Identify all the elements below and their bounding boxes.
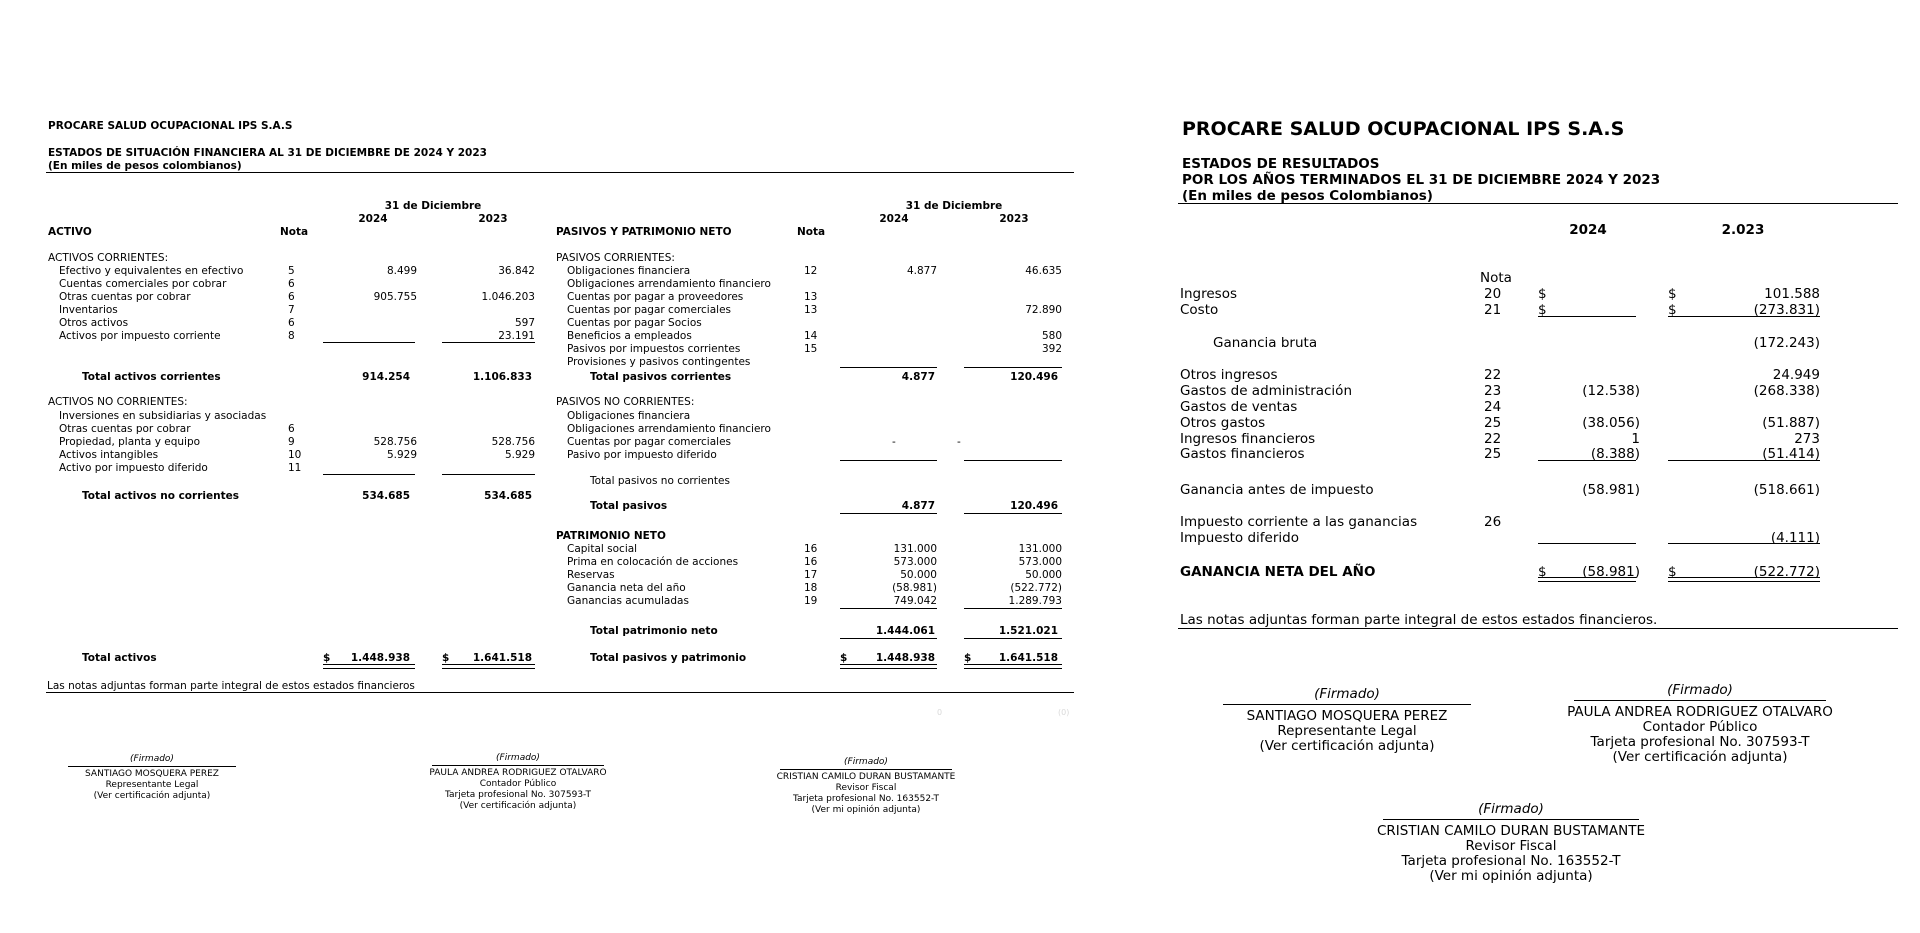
line-item-nota: 17 (804, 569, 818, 581)
row-2023-gastos_fin: (51.414) (1762, 446, 1820, 462)
line-item-label: Ganancias acumuladas (567, 595, 689, 607)
rule (840, 367, 937, 368)
line-item-2023: 580 (1041, 330, 1062, 342)
line-item-nota: 11 (288, 462, 302, 474)
total-current-assets-2024: 914.254 (362, 371, 410, 383)
line-item-label: Cuentas por pagar Socios (567, 317, 702, 329)
total-liab-equity-2024: 1.448.938 (875, 652, 935, 664)
line-item-2024: 5.929 (386, 449, 417, 461)
line-item-nota: 8 (288, 330, 295, 342)
line-item-label: Efectivo y equivalentes en efectivo (59, 265, 244, 277)
line-item-label: Obligaciones arrendamiento financiero (567, 423, 771, 435)
rule (964, 513, 1062, 514)
equity-heading: PATRIMONIO NETO (556, 530, 666, 542)
line-item-2024: 131.000 (893, 543, 937, 555)
signature-signed: (Firmado) (1478, 801, 1544, 817)
row-currency-2023: $ (1668, 286, 1677, 302)
line-item-2024: 749.042 (893, 595, 937, 607)
rule (840, 638, 937, 639)
line-item-label: Cuentas por pagar comerciales (567, 304, 732, 316)
double-rule (323, 664, 415, 669)
year-2024: 2024 (1569, 222, 1607, 238)
row-nota-gastos_fin: 25 (1484, 446, 1502, 462)
line-item-2023: 36.842 (498, 265, 535, 277)
line-item-nota: 7 (288, 304, 295, 316)
line-item-nota: 16 (804, 556, 818, 568)
line-item-2023: 528.756 (491, 436, 535, 448)
year-2024-assets: 2024 (358, 213, 388, 225)
signature-line (68, 766, 236, 767)
double-rule (964, 664, 1062, 669)
line-item-nota: 12 (804, 265, 818, 277)
line-item-label: Activo por impuesto diferido (59, 462, 208, 474)
total-current-liab-label: Total pasivos corrientes (590, 371, 732, 383)
line-item-label: Obligaciones financiera (567, 265, 691, 277)
signature-signed: (Firmado) (844, 757, 888, 767)
line-item-label: Cuentas por pagar comerciales (567, 436, 732, 448)
row-2024-gastos_fin: (8.388) (1590, 446, 1640, 462)
signature-role: Representante Legal (1277, 723, 1417, 739)
line-item-2023: 23.191 (498, 330, 535, 342)
rule (323, 474, 415, 475)
current-assets-heading: ACTIVOS CORRIENTES: (48, 252, 169, 264)
total-liab-2024: 4.877 (901, 500, 935, 512)
row-nota-ingresos: 20 (1484, 286, 1502, 302)
signature-signed: (Firmado) (496, 753, 540, 763)
footnote: Las notas adjuntas forman parte integral de estos estados financieros (47, 680, 415, 692)
total-equity-2024: 1.444.061 (875, 625, 935, 637)
year-2023-liab: 2023 (999, 213, 1029, 225)
row-label-otros_ingresos: Otros ingresos (1180, 367, 1278, 383)
year-2023: 2.023 (1721, 222, 1765, 238)
rule (840, 608, 937, 609)
rule (442, 474, 535, 475)
total-liab-equity-label: Total pasivos y patrimonio (590, 652, 747, 664)
row-2024-neta: (58.981) (1582, 564, 1640, 580)
row-currency-2024: $ (1538, 286, 1547, 302)
total-noncurrent-assets-2023: 534.685 (484, 490, 532, 502)
line-item-nota: 18 (804, 582, 818, 594)
total-current-assets-2023: 1.106.833 (472, 371, 532, 383)
statement-title: ESTADOS DE SITUACIÓN FINANCIERA AL 31 DE DICIEMBRE DE 2024 Y 2023 (48, 147, 487, 159)
line-item-2023: 1.046.203 (481, 291, 535, 303)
line-item-nota: 6 (288, 317, 295, 329)
line-item-2024: 528.756 (373, 436, 417, 448)
row-label-impuesto_corriente: Impuesto corriente a las ganancias (1180, 514, 1418, 530)
line-item-label: Otras cuentas por cobrar (59, 423, 191, 435)
total-current-liab-2023: 120.496 (1010, 371, 1058, 383)
signature-name: CRISTIAN CAMILO DURAN BUSTAMANTE (776, 772, 956, 782)
signature-note: (Ver mi opinión adjunta) (1429, 868, 1593, 884)
signature-role: Contador Público (1642, 719, 1758, 735)
line-item-nota: 10 (288, 449, 302, 461)
row-label-impuesto_diferido: Impuesto diferido (1180, 530, 1299, 546)
signature-card: Tarjeta profesional No. 163552-T (793, 794, 939, 804)
line-item-2024: 573.000 (893, 556, 937, 568)
double-rule (1538, 577, 1636, 582)
footnote: Las notas adjuntas forman parte integral de estos estados financieros. (1180, 612, 1658, 628)
current-liab-heading: PASIVOS CORRIENTES: (556, 252, 675, 264)
row-currency-2023: $ (1668, 302, 1677, 318)
line-item-label: Activos por impuesto corriente (59, 330, 221, 342)
line-item-2024: 8.499 (386, 265, 417, 277)
line-item-nota: 13 (804, 291, 818, 303)
footnote-rule (1178, 628, 1898, 629)
line-item-2023: (522.772) (1010, 582, 1062, 594)
total-liab-equity-currency-2024: $ (840, 652, 848, 664)
rule (1538, 543, 1636, 544)
total-current-liab-2024: 4.877 (901, 371, 935, 383)
double-rule (840, 664, 937, 669)
rule (1538, 460, 1636, 461)
total-equity-label: Total patrimonio neto (590, 625, 718, 637)
line-item-2023: - (957, 436, 961, 448)
line-item-label: Cuentas por pagar a proveedores (567, 291, 744, 303)
line-item-label: Cuentas comerciales por cobrar (59, 278, 227, 290)
line-item-label: Obligaciones arrendamiento financiero (567, 278, 771, 290)
row-2023-ganancia_bruta: (172.243) (1753, 335, 1820, 351)
noncurrent-assets-heading: ACTIVOS NO CORRIENTES: (48, 396, 188, 408)
line-item-2023: 392 (1041, 343, 1062, 355)
signature-name: SANTIAGO MOSQUERA PEREZ (85, 769, 219, 779)
row-label-gastos_ventas: Gastos de ventas (1180, 399, 1298, 415)
row-2023-gastos_admin: (268.338) (1753, 383, 1820, 399)
signature-signed: (Firmado) (1314, 686, 1380, 702)
rule (964, 638, 1062, 639)
nota-header-liab: Nota (797, 226, 826, 238)
signature-name: CRISTIAN CAMILO DURAN BUSTAMANTE (1376, 823, 1646, 839)
year-2024-liab: 2024 (879, 213, 909, 225)
row-label-ingresos: Ingresos (1180, 286, 1237, 302)
total-liab-equity-2023: 1.641.518 (998, 652, 1058, 664)
row-2023-otros_gastos: (51.887) (1762, 415, 1820, 431)
signature-name: PAULA ANDREA RODRIGUEZ OTALVARO (1567, 704, 1833, 720)
line-item-nota: 6 (288, 423, 295, 435)
signature-line (1223, 704, 1471, 705)
line-item-2023: 72.890 (1025, 304, 1062, 316)
footnote-rule (46, 692, 1074, 693)
signature-card: Tarjeta profesional No. 307593-T (445, 790, 591, 800)
signature-role: Revisor Fiscal (1465, 838, 1557, 854)
rule (964, 367, 1062, 368)
double-rule (442, 664, 535, 669)
nota-header: Nota (1480, 270, 1512, 286)
faint-mark: 0 (937, 708, 943, 717)
line-item-2023: 131.000 (1018, 543, 1062, 555)
statement-title: ESTADOS DE RESULTADOS (1182, 156, 1380, 172)
signature-line (1383, 819, 1639, 820)
total-assets-2024: 1.448.938 (350, 652, 410, 664)
statement-period: POR LOS AÑOS TERMINADOS EL 31 DE DICIEMBRE 2024 Y 2023 (1182, 172, 1661, 188)
signature-card: Tarjeta profesional No. 307593-T (1590, 734, 1810, 750)
total-noncurrent-assets-label: Total activos no corrientes (82, 490, 239, 502)
liabilities-heading: PASIVOS Y PATRIMONIO NETO (556, 226, 732, 238)
row-nota-gastos_admin: 23 (1484, 383, 1502, 399)
line-item-2023: 573.000 (1018, 556, 1062, 568)
row-2023-costo: (273.831) (1753, 302, 1820, 318)
line-item-2023: 5.929 (504, 449, 535, 461)
signature-signed: (Firmado) (1667, 682, 1733, 698)
line-item-label: Reservas (567, 569, 615, 581)
row-label-antes_impuesto: Ganancia antes de impuesto (1180, 482, 1374, 498)
total-liab-label: Total pasivos (590, 500, 668, 512)
row-2024-ingresos_fin: 1 (1631, 431, 1640, 447)
total-assets-label: Total activos (82, 652, 157, 664)
line-item-nota: 9 (288, 436, 295, 448)
signature-name: PAULA ANDREA RODRIGUEZ OTALVARO (429, 768, 607, 778)
row-label-otros_gastos: Otros gastos (1180, 415, 1266, 431)
row-nota-otros_gastos: 25 (1484, 415, 1502, 431)
double-rule (1668, 577, 1820, 582)
rule (1538, 316, 1636, 317)
signature-line (432, 765, 604, 766)
line-item-nota: 16 (804, 543, 818, 555)
row-currency-2024: $ (1538, 564, 1547, 580)
rule (323, 342, 415, 343)
total-assets-currency-2024: $ (323, 652, 331, 664)
signature-note: (Ver certificación adjunta) (459, 801, 577, 811)
statement-subtitle: (En miles de pesos Colombianos) (1182, 188, 1433, 204)
year-2023-assets: 2023 (478, 213, 508, 225)
rule (442, 342, 535, 343)
signature-line (780, 769, 952, 770)
faint-mark: (0) (1058, 708, 1070, 717)
rule (964, 460, 1062, 461)
line-item-label: Propiedad, planta y equipo (59, 436, 201, 448)
total-liab-2023: 120.496 (1010, 500, 1058, 512)
line-item-label: Prima en colocación de acciones (567, 556, 739, 568)
rule (1668, 316, 1820, 317)
row-nota-ingresos_fin: 22 (1484, 431, 1502, 447)
row-nota-costo: 21 (1484, 302, 1502, 318)
rule (1668, 543, 1820, 544)
line-item-label: Otras cuentas por cobrar (59, 291, 191, 303)
row-2023-ingresos: 101.588 (1764, 286, 1820, 302)
line-item-2024: 50.000 (900, 569, 937, 581)
line-item-label: Provisiones y pasivos contingentes (567, 356, 751, 368)
period-header-assets: 31 de Diciembre (384, 200, 482, 212)
row-2023-otros_ingresos: 24.949 (1772, 367, 1820, 383)
line-item-label: Inventarios (59, 304, 118, 316)
signature-note: (Ver certificación adjunta) (93, 791, 211, 801)
line-item-nota: 19 (804, 595, 818, 607)
line-item-2023: 1.289.793 (1008, 595, 1062, 607)
period-header-liab: 31 de Diciembre (905, 200, 1003, 212)
row-2024-otros_gastos: (38.056) (1582, 415, 1640, 431)
rule (840, 460, 937, 461)
total-assets-2023: 1.641.518 (472, 652, 532, 664)
line-item-label: Ganancia neta del año (567, 582, 686, 594)
statement-subtitle: (En miles de pesos colombianos) (48, 160, 242, 172)
line-item-nota: 15 (804, 343, 818, 355)
line-item-label: Inversiones en subsidiarias y asociadas (59, 410, 267, 422)
line-item-nota: 6 (288, 278, 295, 290)
signature-role: Revisor Fiscal (835, 783, 897, 793)
row-label-neta: GANANCIA NETA DEL AÑO (1180, 564, 1376, 580)
signature-signed: (Firmado) (130, 754, 174, 764)
line-item-label: Obligaciones financiera (567, 410, 691, 422)
total-noncurrent-assets-2024: 534.685 (362, 490, 410, 502)
signature-card: Tarjeta profesional No. 163552-T (1401, 853, 1621, 869)
row-label-gastos_fin: Gastos financieros (1180, 446, 1305, 462)
noncurrent-liab-heading: PASIVOS NO CORRIENTES: (556, 396, 695, 408)
line-item-2023: 50.000 (1025, 569, 1062, 581)
assets-heading: ACTIVO (48, 226, 92, 238)
line-item-2024: (58.981) (892, 582, 937, 594)
line-item-label: Beneficios a empleados (567, 330, 692, 342)
line-item-label: Otros activos (59, 317, 129, 329)
header-rule (46, 172, 1074, 173)
line-item-nota: 13 (804, 304, 818, 316)
header-rule (1178, 203, 1898, 204)
line-item-2024: 4.877 (906, 265, 937, 277)
row-2023-impuesto_diferido: (4.111) (1770, 530, 1820, 546)
row-label-ingresos_fin: Ingresos financieros (1180, 431, 1316, 447)
line-item-2024: - (892, 436, 896, 448)
company-name: PROCARE SALUD OCUPACIONAL IPS S.A.S (48, 120, 293, 132)
row-2023-neta: (522.772) (1753, 564, 1820, 580)
signature-note: (Ver certificación adjunta) (1612, 749, 1788, 765)
row-2024-antes_impuesto: (58.981) (1582, 482, 1640, 498)
row-nota-otros_ingresos: 22 (1484, 367, 1502, 383)
line-item-2024: 905.755 (373, 291, 417, 303)
line-item-label: Pasivo por impuesto diferido (567, 449, 717, 461)
row-2024-gastos_admin: (12.538) (1582, 383, 1640, 399)
row-nota-impuesto_corriente: 26 (1484, 514, 1502, 530)
signature-role: Contador Público (479, 779, 557, 789)
signature-name: SANTIAGO MOSQUERA PEREZ (1246, 708, 1448, 724)
rule (840, 513, 937, 514)
line-item-label: Activos intangibles (59, 449, 159, 461)
line-item-nota: 5 (288, 265, 295, 277)
signature-line (1574, 700, 1826, 701)
row-label-ganancia_bruta: Ganancia bruta (1213, 335, 1318, 351)
line-item-nota: 6 (288, 291, 295, 303)
rule (964, 608, 1062, 609)
row-label-costo: Costo (1180, 302, 1219, 318)
total-liab-equity-currency-2023: $ (964, 652, 972, 664)
line-item-label: Capital social (567, 543, 638, 555)
signature-note: (Ver certificación adjunta) (1259, 738, 1435, 754)
row-currency-2023: $ (1668, 564, 1677, 580)
signature-role: Representante Legal (105, 780, 199, 790)
line-item-2023: 46.635 (1025, 265, 1062, 277)
row-nota-gastos_ventas: 24 (1484, 399, 1502, 415)
total-equity-2023: 1.521.021 (998, 625, 1058, 637)
row-2023-ingresos_fin: 273 (1794, 431, 1820, 447)
total-current-assets-label: Total activos corrientes (82, 371, 221, 383)
nota-header-assets: Nota (280, 226, 309, 238)
row-label-gastos_admin: Gastos de administración (1180, 383, 1352, 399)
row-currency-2024: $ (1538, 302, 1547, 318)
rule (1668, 460, 1820, 461)
line-item-nota: 14 (804, 330, 818, 342)
line-item-2023: 597 (514, 317, 535, 329)
row-2023-antes_impuesto: (518.661) (1753, 482, 1820, 498)
total-noncurrent-liab-label: Total pasivos no corrientes (590, 475, 730, 487)
signature-note: (Ver mi opinión adjunta) (811, 805, 921, 815)
total-assets-currency-2023: $ (442, 652, 450, 664)
line-item-label: Pasivos por impuestos corrientes (567, 343, 741, 355)
company-name: PROCARE SALUD OCUPACIONAL IPS S.A.S (1182, 118, 1625, 140)
